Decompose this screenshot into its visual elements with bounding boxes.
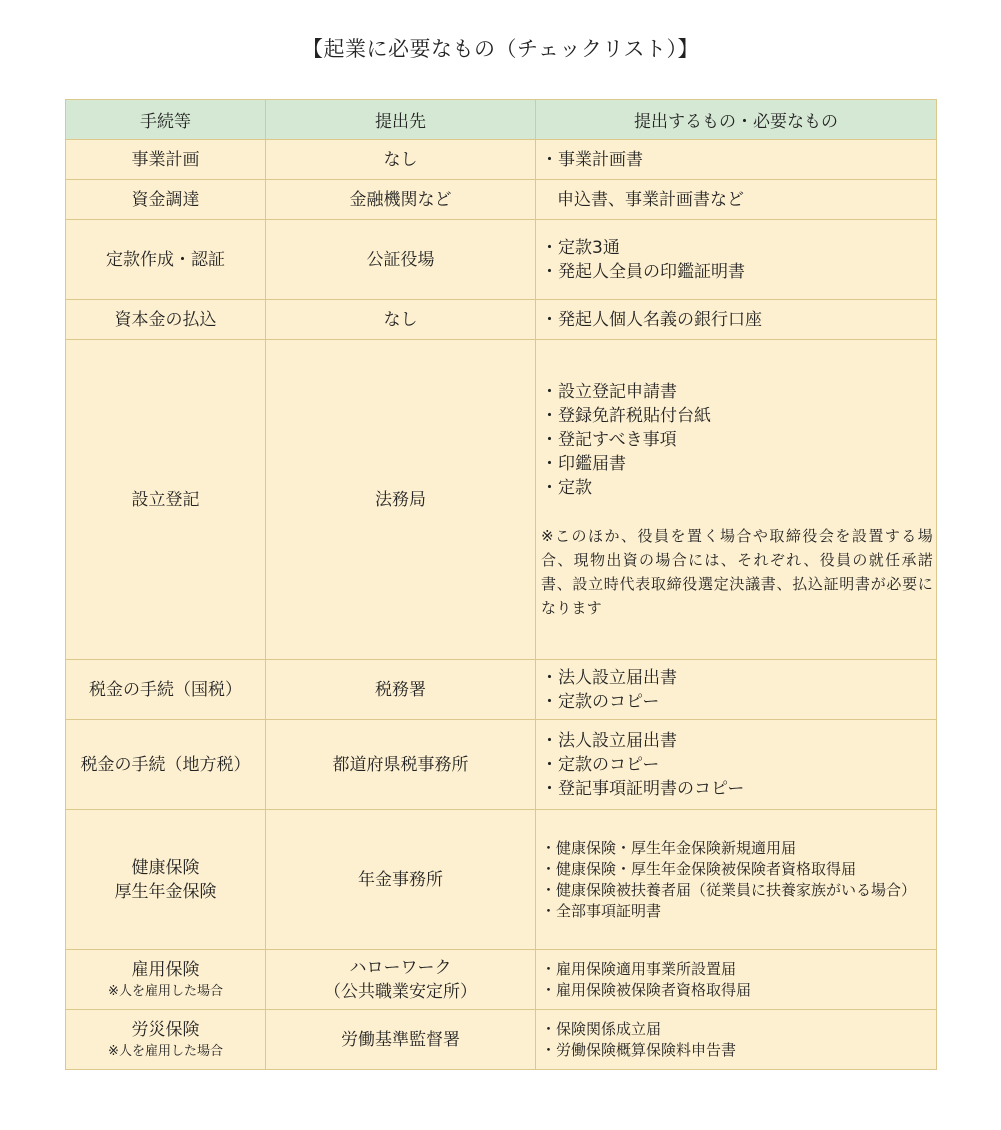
- list-item: ・雇用保険適用事業所設置届: [541, 959, 737, 978]
- list-item: ・登録免許税貼付台紙: [541, 405, 711, 426]
- list-item: ・発起人個人名義の銀行口座: [541, 309, 762, 330]
- list-item: ・発起人全員の印鑑証明書: [541, 261, 745, 282]
- table-header-row: [66, 100, 937, 140]
- list-item: ・印鑑届書: [541, 453, 626, 474]
- list-item: ・法人設立届出書: [541, 730, 677, 751]
- procedure-label: 労災保険: [131, 1019, 200, 1040]
- list-item: ・定款のコピー: [541, 754, 660, 775]
- procedure-label: 事業計画: [131, 149, 200, 170]
- procedure-cell: [66, 1010, 266, 1070]
- destination-cell: [266, 810, 536, 950]
- destination-cell: [266, 220, 536, 300]
- destination-cell: [266, 950, 536, 1010]
- destination-cell: [266, 340, 536, 660]
- procedure-label: 厚生年金保険: [114, 881, 217, 902]
- page-title: 【起業に必要なもの（チェックリスト）】: [302, 37, 699, 61]
- procedure-note: ※人を雇用した場合: [108, 1043, 223, 1059]
- procedure-label: 税金の手続（地方税）: [80, 754, 251, 775]
- destination-label: 法務局: [375, 489, 426, 510]
- list-item: ・設立登記申請書: [541, 381, 677, 402]
- destination-label: なし: [383, 309, 418, 330]
- checklist-table: [65, 99, 937, 1070]
- procedure-cell: [66, 720, 266, 810]
- procedure-label: 雇用保険: [131, 959, 200, 980]
- list-item: ・定款3通: [541, 237, 620, 258]
- items-cell: [536, 180, 937, 220]
- list-item: ・雇用保険被保険者資格取得届: [541, 980, 752, 999]
- destination-label: 労働基準監督署: [341, 1029, 460, 1050]
- list-item: ・全部事項証明書: [541, 901, 662, 920]
- destination-cell: [266, 660, 536, 720]
- procedure-label: 資金調達: [131, 189, 200, 210]
- destination-label: （公共職業安定所）: [324, 981, 477, 1002]
- list-item: ・健康保険被扶養者届（従業員に扶養家族がいる場合）: [541, 880, 917, 899]
- destination-label: 年金事務所: [358, 869, 443, 890]
- procedure-cell: [66, 180, 266, 220]
- procedure-cell: [66, 660, 266, 720]
- procedure-label: 定款作成・認証: [106, 249, 225, 270]
- destination-cell: [266, 180, 536, 220]
- items-cell: [536, 140, 937, 180]
- procedure-cell: [66, 220, 266, 300]
- destination-label: ハローワーク: [349, 957, 452, 978]
- header-destination: 提出先: [266, 100, 536, 140]
- list-item: ・労働保険概算保険料申告書: [541, 1040, 737, 1059]
- list-item: ・事業計画書: [541, 149, 643, 170]
- procedure-cell: [66, 950, 266, 1010]
- list-item: ・登記すべき事項: [541, 429, 677, 450]
- items-cell: [536, 340, 937, 660]
- table-row: [66, 340, 937, 660]
- table-row: [66, 810, 937, 950]
- table-row: [66, 220, 937, 300]
- list-item: ・健康保険・厚生年金保険被保険者資格取得届: [541, 859, 857, 878]
- procedure-note: ※人を雇用した場合: [108, 983, 223, 999]
- items-cell: [536, 220, 937, 300]
- spacer: [541, 500, 933, 524]
- destination-label: なし: [383, 149, 418, 170]
- table-row: [66, 720, 937, 810]
- table-row: [66, 1010, 937, 1070]
- items-cell: [536, 300, 937, 340]
- header-items: 提出するもの・必要なもの: [536, 100, 937, 140]
- items-cell: [536, 1010, 937, 1070]
- list-item: ・定款: [541, 477, 592, 498]
- destination-cell: [266, 300, 536, 340]
- table-row: [66, 660, 937, 720]
- registration-note: ※このほか、役員を置く場合や取締役会を設置する場合、現物出資の場合には、それぞれ、役員の就任承諾書、設立時代表取締役選定決議書、払込証明書が必要になります: [541, 526, 933, 617]
- table-row: [66, 180, 937, 220]
- procedure-label: 設立登記: [131, 489, 200, 510]
- table-row: [66, 950, 937, 1010]
- destination-label: 税務署: [375, 679, 426, 700]
- items-cell: [536, 950, 937, 1010]
- items-cell: [536, 660, 937, 720]
- items-cell: [536, 720, 937, 810]
- destination-cell: [266, 720, 536, 810]
- list-item: ・登記事項証明書のコピー: [541, 778, 745, 799]
- procedure-label: 税金の手続（国税）: [89, 679, 242, 700]
- destination-label: 金融機関など: [349, 189, 452, 210]
- procedure-label: 健康保険: [131, 857, 200, 878]
- procedure-cell: [66, 340, 266, 660]
- destination-cell: [266, 1010, 536, 1070]
- table-row: [66, 300, 937, 340]
- destination-cell: [266, 140, 536, 180]
- destination-label: 都道府県税事務所: [332, 754, 469, 775]
- items-cell: [536, 810, 937, 950]
- list-item: 申込書、事業計画書など: [557, 189, 744, 210]
- list-item: ・保険関係成立届: [541, 1019, 662, 1038]
- list-item: ・法人設立届出書: [541, 667, 677, 688]
- header-procedure: 手続等: [66, 100, 266, 140]
- destination-label: 公証役場: [366, 249, 435, 270]
- list-item: ・定款のコピー: [541, 691, 660, 712]
- procedure-cell: [66, 300, 266, 340]
- procedure-label: 資本金の払込: [114, 309, 217, 330]
- list-item: ・健康保険・厚生年金保険新規適用届: [541, 838, 797, 857]
- procedure-cell: [66, 140, 266, 180]
- table-row: [66, 140, 937, 180]
- procedure-cell: [66, 810, 266, 950]
